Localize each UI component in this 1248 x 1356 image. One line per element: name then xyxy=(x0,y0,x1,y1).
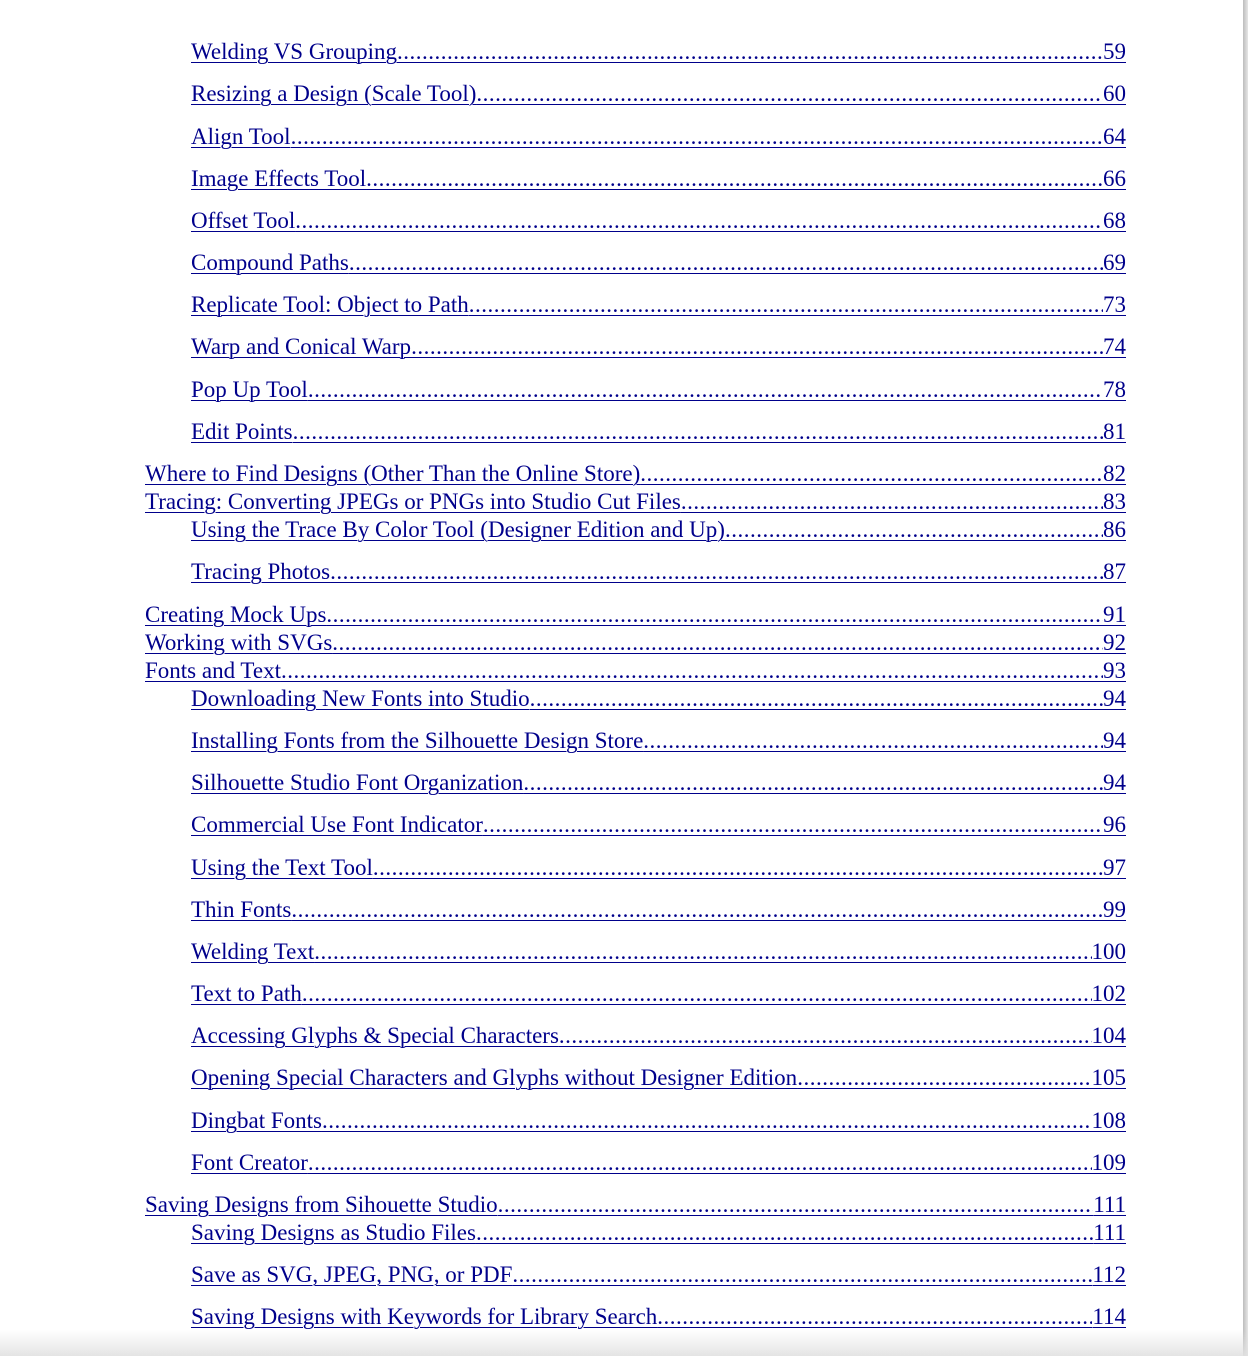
toc-leader xyxy=(523,769,1103,797)
toc-entry-title: Tracing Photos xyxy=(191,559,331,584)
toc-entry-title: Fonts and Text xyxy=(145,658,281,683)
toc-entry-page: 111 xyxy=(1093,1220,1126,1245)
toc-entry[interactable] xyxy=(191,1107,1126,1135)
toc-leader xyxy=(314,938,1091,966)
toc-leader xyxy=(640,460,1103,488)
toc-entry-title: Saving Designs from Sihouette Studio xyxy=(145,1192,498,1217)
page-bottom-shadow xyxy=(0,1330,1248,1356)
toc-entry[interactable] xyxy=(191,1261,1126,1289)
toc-entry-title: Pop Up Tool xyxy=(191,377,308,402)
toc-entry[interactable] xyxy=(145,629,1126,657)
toc-entry-title: Thin Fonts xyxy=(191,897,292,922)
toc-leader xyxy=(512,1261,1092,1289)
toc-entry[interactable] xyxy=(145,488,1126,516)
toc-entry[interactable] xyxy=(191,1022,1126,1050)
toc-entry-title: Working with SVGs xyxy=(145,630,333,655)
toc-entry[interactable] xyxy=(191,1064,1126,1092)
toc-entry-page: 69 xyxy=(1103,250,1126,275)
toc-entry[interactable] xyxy=(145,657,1126,685)
toc-entry-title: Dingbat Fonts xyxy=(191,1108,322,1133)
toc-entry-title: Welding Text xyxy=(191,939,315,964)
toc-entry-page: 74 xyxy=(1103,334,1126,359)
toc-entry[interactable] xyxy=(191,207,1126,235)
toc-entry-page: 102 xyxy=(1091,981,1126,1006)
toc-leader xyxy=(373,854,1103,882)
toc-entry-page: 114 xyxy=(1092,1304,1126,1329)
toc-leader xyxy=(308,1149,1092,1177)
toc-entry[interactable] xyxy=(145,460,1126,488)
toc-entry[interactable] xyxy=(191,938,1126,966)
toc-entry-title: Using the Text Tool xyxy=(191,855,373,880)
toc-entry[interactable] xyxy=(191,249,1126,277)
toc-leader xyxy=(302,980,1092,1008)
toc-entry[interactable] xyxy=(191,80,1126,108)
toc-entry[interactable] xyxy=(191,1303,1126,1331)
toc-leader xyxy=(411,333,1103,361)
page-edge-shadow xyxy=(1243,0,1248,1356)
toc-entry-title: Warp and Conical Warp xyxy=(191,334,412,359)
toc-entry-title: Replicate Tool: Object to Path xyxy=(191,292,469,317)
toc-entry-page: 78 xyxy=(1103,377,1126,402)
toc-entry[interactable] xyxy=(191,123,1126,151)
toc-leader xyxy=(643,727,1103,755)
toc-leader xyxy=(293,418,1103,446)
toc-leader xyxy=(281,657,1103,685)
toc-entry-title: Saving Designs as Studio Files xyxy=(191,1220,476,1245)
toc-entry[interactable] xyxy=(191,418,1126,446)
toc-entry-title: Offset Tool xyxy=(191,208,296,233)
toc-leader xyxy=(469,291,1103,319)
toc-entry[interactable] xyxy=(191,558,1126,586)
toc-entry[interactable] xyxy=(191,896,1126,924)
toc-entry-title: Compound Paths xyxy=(191,250,349,275)
toc-entry-title: Creating Mock Ups xyxy=(145,602,327,627)
toc-leader xyxy=(366,165,1103,193)
toc-entry-title: Image Effects Tool xyxy=(191,166,367,191)
toc-entry-title: Downloading New Fonts into Studio xyxy=(191,686,530,711)
toc-entry-page: 66 xyxy=(1103,166,1126,191)
toc-entry-page: 100 xyxy=(1091,939,1126,964)
toc-entry[interactable] xyxy=(191,376,1126,404)
toc-entry[interactable] xyxy=(191,333,1126,361)
toc-entry[interactable] xyxy=(145,601,1126,629)
toc-leader xyxy=(483,811,1103,839)
toc-entry-title: Font Creator xyxy=(191,1150,308,1175)
toc-entry[interactable] xyxy=(191,854,1126,882)
toc-leader xyxy=(291,896,1103,924)
toc-entry-page: 91 xyxy=(1103,602,1126,627)
toc-entry-title: Align Tool xyxy=(191,124,291,149)
toc-entry-page: 94 xyxy=(1103,686,1126,711)
toc-entry-title: Edit Points xyxy=(191,419,293,444)
toc-entry-title: Saving Designs with Keywords for Library Search xyxy=(191,1304,658,1329)
toc-entry[interactable] xyxy=(191,291,1126,319)
toc-leader xyxy=(476,80,1103,108)
toc-entry-title: Save as SVG, JPEG, PNG, or PDF xyxy=(191,1262,513,1287)
toc-entry[interactable] xyxy=(191,980,1126,1008)
toc-entry-page: 96 xyxy=(1103,812,1126,837)
toc-entry-title: Commercial Use Font Indicator xyxy=(191,812,483,837)
toc-entry[interactable] xyxy=(191,165,1126,193)
toc-entry-page: 104 xyxy=(1091,1023,1126,1048)
toc-entry-page: 94 xyxy=(1103,770,1126,795)
toc-entry-page: 59 xyxy=(1103,39,1126,64)
toc-entry-title: Opening Special Characters and Glyphs without Designer Edition xyxy=(191,1065,798,1090)
toc-entry[interactable] xyxy=(145,1191,1126,1219)
toc-leader xyxy=(322,1107,1092,1135)
toc-leader xyxy=(559,1022,1092,1050)
toc-entry-title: Resizing a Design (Scale Tool) xyxy=(191,81,477,106)
toc-entry-title: Accessing Glyphs & Special Characters xyxy=(191,1023,559,1048)
toc-entry-title: Using the Trace By Color Tool (Designer Edition and Up) xyxy=(191,517,725,542)
toc-entry-page: 94 xyxy=(1103,728,1126,753)
toc-entry-page: 73 xyxy=(1103,292,1126,317)
toc-entry-page: 108 xyxy=(1091,1108,1126,1133)
toc-entry[interactable] xyxy=(191,811,1126,839)
toc-entry[interactable] xyxy=(191,1149,1126,1177)
toc-entry[interactable] xyxy=(191,38,1126,66)
toc-entry-page: 86 xyxy=(1103,517,1126,542)
toc-entry-title: Silhouette Studio Font Organization xyxy=(191,770,524,795)
toc-entry-page: 99 xyxy=(1103,897,1126,922)
toc-entry-page: 111 xyxy=(1093,1192,1126,1217)
toc-leader xyxy=(797,1064,1091,1092)
toc-entry-page: 83 xyxy=(1103,489,1126,514)
toc-leader xyxy=(291,123,1103,151)
toc-entry-title: Welding VS Grouping xyxy=(191,39,398,64)
toc-entry-page: 112 xyxy=(1092,1262,1126,1287)
toc-entry-page: 81 xyxy=(1103,419,1126,444)
toc-entry[interactable] xyxy=(191,685,1126,713)
toc-leader xyxy=(332,629,1103,657)
toc-entry-title: Where to Find Designs (Other Than the Online Store) xyxy=(145,461,641,486)
toc-leader xyxy=(330,558,1103,586)
toc-entry-title: Text to Path xyxy=(191,981,302,1006)
toc-leader xyxy=(349,249,1103,277)
toc-entry-title: Tracing: Converting JPEGs or PNGs into Studio Cut Files xyxy=(145,489,681,514)
toc-leader xyxy=(498,1191,1094,1219)
toc-entry[interactable] xyxy=(191,727,1126,755)
toc-leader xyxy=(530,685,1103,713)
toc-entry-page: 64 xyxy=(1103,124,1126,149)
toc-leader xyxy=(295,207,1103,235)
toc-leader xyxy=(725,516,1103,544)
toc-entry[interactable] xyxy=(191,1219,1126,1247)
toc-leader xyxy=(326,601,1103,629)
toc-entry-page: 68 xyxy=(1103,208,1126,233)
toc-entry-page: 82 xyxy=(1103,461,1126,486)
toc-entry[interactable] xyxy=(191,769,1126,797)
toc-entry-page: 105 xyxy=(1091,1065,1126,1090)
toc-entry-page: 93 xyxy=(1103,658,1126,683)
toc-leader xyxy=(476,1219,1093,1247)
toc-entry-page: 109 xyxy=(1091,1150,1126,1175)
toc-leader xyxy=(397,38,1103,66)
toc-entry-page: 87 xyxy=(1103,559,1126,584)
toc-entry-page: 60 xyxy=(1103,81,1126,106)
toc-entry-title: Installing Fonts from the Silhouette Design Store xyxy=(191,728,644,753)
toc-leader xyxy=(681,488,1103,516)
toc-entry-page: 92 xyxy=(1103,630,1126,655)
toc-leader xyxy=(308,376,1103,404)
toc-leader xyxy=(657,1303,1092,1331)
toc-entry-page: 97 xyxy=(1103,855,1126,880)
toc-entry[interactable] xyxy=(191,516,1126,544)
